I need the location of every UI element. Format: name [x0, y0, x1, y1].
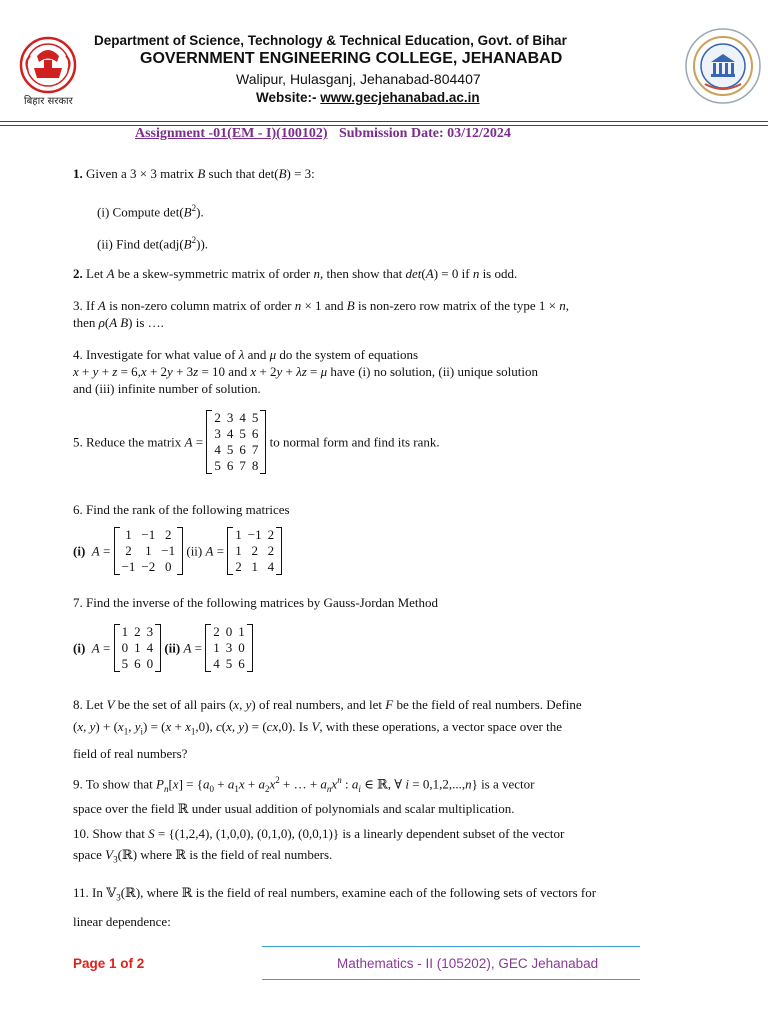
header-rule-top	[0, 121, 768, 122]
matrix-q7-i: 1 2 3 0 1 4 5 6 0	[114, 624, 162, 672]
college-name: GOVERNMENT ENGINEERING COLLEGE, JEHANABAD	[140, 50, 563, 67]
question-6-matrices: (i) A = 1 −1 2 2 1 −1 −1 −2 0 (ii) A = 1 −1 2 1 2 2 2 1 4	[73, 527, 282, 575]
question-10: 10. Show that S = {(1,2,4), (1,0,0), (0,1,0), (0,0,1)} is a linearly dependent subset of the vector space $V_3(ℝ)$ where ℝ is the field of real numbers.	[73, 826, 565, 865]
college-address: Walipur, Hulasganj, Jehanabad-804407	[236, 71, 481, 87]
website-line	[256, 90, 480, 105]
matrix-q6-i: 1 −1 2 2 1 −1 −1 −2 0	[114, 527, 184, 575]
question-7: 7. Find the inverse of the following matrices by Gauss-Jordan Method	[73, 595, 439, 610]
page-number: Page 1 of 2	[73, 956, 145, 971]
question-8: 8. Let V be the set of all pairs (x, y) of real numbers, and let F be the field of real numbers. Define (x, $y) + (x_1$, $y_i) = (x + x_1,0)$, c(x, y) = (cx,0). Is V, with these operations, a vector space over the field of real numbers?	[73, 697, 582, 761]
course-footer: Mathematics - II (105202), GEC Jehanabad	[337, 956, 599, 971]
matrix-q7-ii: 2 0 1 1 3 0 4 5 6	[205, 624, 253, 672]
question-1-part-i: (i) Compute $\det(B^2)$.	[97, 203, 204, 220]
question-9: 9. To show that $P_n[x] = \{a_0 + a_1x + a_2x^2$ + … + $a_nx^n$ : $a_i$ ∈ ℝ, ∀ i = 0,1,2,...,n} is a vector space over the field ℝ under usual addition of polynomials and scalar multiplication.	[73, 775, 535, 816]
question-7-matrices: (i) A = 1 2 3 0 1 4 5 6 0 (ii) A = 2 0 1 1 3 0 4 5 6	[73, 624, 253, 672]
footer-rule-top	[262, 946, 640, 947]
question-1: 1. Given a 3 × 3 matrix B such that det(B) = 3:	[73, 166, 315, 181]
question-1-part-ii: (ii) Find $\det(adj(B^2))$.	[97, 235, 209, 252]
question-5: 5. Reduce the matrix A = 2 3 4 5 3 4 5 6 4 5 6 7 5 6 7 8 to normal form and find its rank.	[73, 410, 440, 473]
submission-date: Submission Date: 03/12/2024	[338, 126, 511, 141]
question-11: 11. In 𝕍$_3$(ℝ), where ℝ is the field of real numbers, examine each of the following sets of vectors for linear dependence:	[73, 885, 597, 929]
left-logo-caption: बिहार सरकार	[24, 96, 73, 107]
college-seal-logo	[683, 26, 763, 106]
matrix-q5: 2 3 4 5 3 4 5 6 4 5 6 7 5 6 7 8	[206, 410, 266, 474]
question-3: 3. If A is non-zero column matrix of order n × 1 and B is non-zero row matrix of the type 1 × n, then ρ(A B) is ….	[73, 298, 569, 330]
question-2: 2. Let A be a skew-symmetric matrix of order n, then show that det(A) = 0 if n is odd.	[73, 266, 518, 281]
question-4: 4. Investigate for what value of λ and μ do the system of equations x + y + z = 6,x + 2y + 3z = 10 and x + 2y + λz = μ have (i) no solution, (ii) unique solution and (iii) infinite number of solution.	[73, 347, 539, 396]
assignment-title: Assignment -01(EM - I)(100102)	[135, 126, 328, 141]
footer-rule-bottom	[262, 979, 640, 980]
website-link[interactable]: www.gecjehanabad.ac.in	[320, 90, 480, 105]
department-line: Department of Science, Technology & Technical Education, Govt. of Bihar	[94, 33, 567, 48]
question-6: 6. Find the rank of the following matrices	[73, 502, 290, 517]
assignment-title-row	[135, 126, 511, 142]
website-label: Website:-	[256, 90, 317, 105]
matrix-q6-ii: 1 −1 2 1 2 2 2 1 4	[227, 527, 282, 575]
